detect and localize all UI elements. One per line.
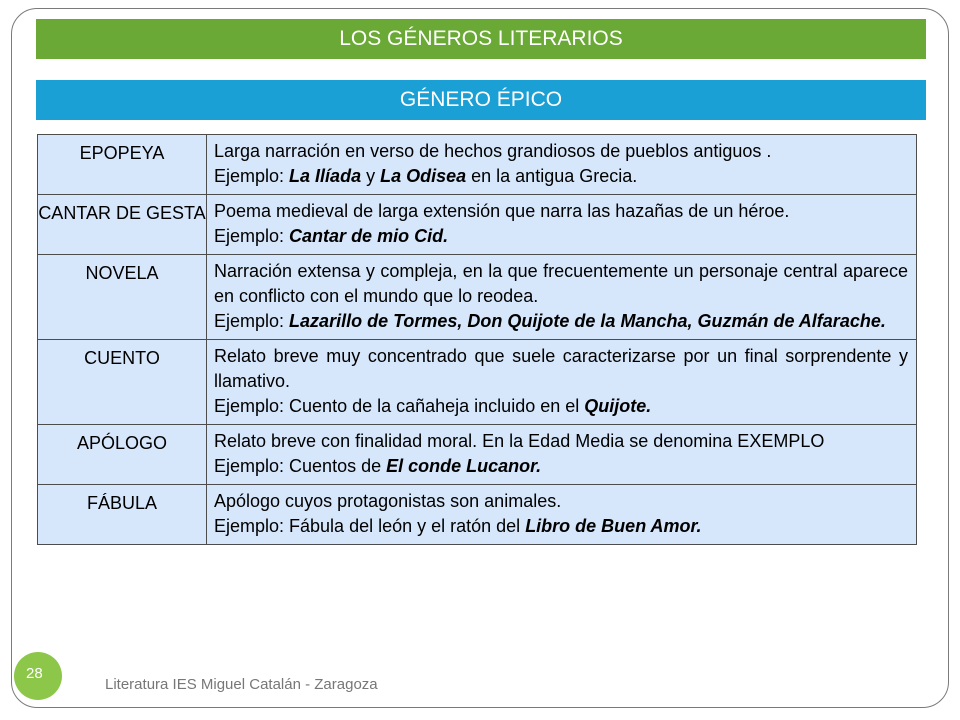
genre-term-cell (38, 195, 207, 255)
genre-description-cell (207, 195, 917, 255)
genre-description-cell (207, 425, 917, 485)
table-row (38, 340, 917, 425)
slide-title (36, 19, 926, 59)
page-number: 28 (26, 665, 43, 682)
table-row (38, 425, 917, 485)
genre-term: FÁBULA (86, 493, 158, 513)
example-work: La Odisea (380, 166, 467, 186)
genre-example (214, 394, 908, 419)
slide-title-text: LOS GÉNEROS LITERARIOS (339, 27, 623, 50)
genre-term: CUENTO (84, 348, 160, 368)
genres-table (37, 134, 917, 545)
section-subtitle-text: GÉNERO ÉPICO (399, 88, 563, 111)
genre-description-cell (207, 340, 917, 425)
genre-term-cell (38, 340, 207, 425)
genre-term-cell (38, 485, 207, 545)
genre-example (214, 454, 908, 479)
genre-definition: Relato breve muy concentrado que suele caracterizarse por un final sorprendente y llamativo. (214, 346, 908, 391)
genre-definition: Apólogo cuyos protagonistas son animales. (214, 491, 562, 511)
genre-definition: Relato breve con finalidad moral. En la Edad Media se denomina EXEMPLO (214, 431, 825, 451)
genre-description-cell (207, 485, 917, 545)
genre-example (214, 224, 908, 249)
genre-term: CANTAR DE GESTA (38, 203, 206, 223)
genre-term: EPOPEYA (79, 143, 165, 163)
example-prefix: Ejemplo: (214, 166, 290, 186)
genre-example (214, 309, 908, 334)
genre-term: APÓLOGO (76, 433, 168, 453)
example-connector: y (361, 166, 381, 186)
example-work: El conde Lucanor. (386, 456, 542, 476)
example-work: Cantar de mio Cid. (289, 226, 449, 246)
example-work: Lazarillo de Tormes, Don Quijote de la Mancha, Guzmán de Alfarache. (289, 311, 886, 331)
genre-example (214, 164, 908, 189)
genre-term-cell (38, 425, 207, 485)
genre-term: NOVELA (85, 263, 159, 283)
footer-text: Literatura IES Miguel Catalán - Zaragoza (105, 676, 378, 693)
example-work: Libro de Buen Amor. (525, 516, 702, 536)
example-prefix: Ejemplo: Cuentos de (214, 456, 387, 476)
genre-definition: Narración extensa y compleja, en la que frecuentemente un personaje central aparece en conflicto con el mundo que lo reodea. (214, 261, 908, 306)
example-suffix: en la antigua Grecia. (466, 166, 638, 186)
example-prefix: Ejemplo: Cuento de la cañaheja incluido en el (214, 396, 585, 416)
genre-term-cell (38, 135, 207, 195)
table-row (38, 485, 917, 545)
genre-definition: Larga narración en verso de hechos grandiosos de pueblos antiguos . (214, 141, 772, 161)
example-prefix: Ejemplo: (214, 311, 290, 331)
genre-example (214, 514, 908, 539)
genre-term-cell (38, 255, 207, 340)
example-work: Quijote. (584, 396, 652, 416)
example-work: La Ilíada (289, 166, 362, 186)
example-prefix: Ejemplo: Fábula del león y el ratón del (214, 516, 526, 536)
table-row (38, 195, 917, 255)
example-prefix: Ejemplo: (214, 226, 290, 246)
table-row (38, 255, 917, 340)
table-row (38, 135, 917, 195)
section-subtitle (36, 80, 926, 120)
genre-description-cell (207, 255, 917, 340)
genre-description-cell (207, 135, 917, 195)
genre-definition: Poema medieval de larga extensión que narra las hazañas de un héroe. (214, 201, 790, 221)
